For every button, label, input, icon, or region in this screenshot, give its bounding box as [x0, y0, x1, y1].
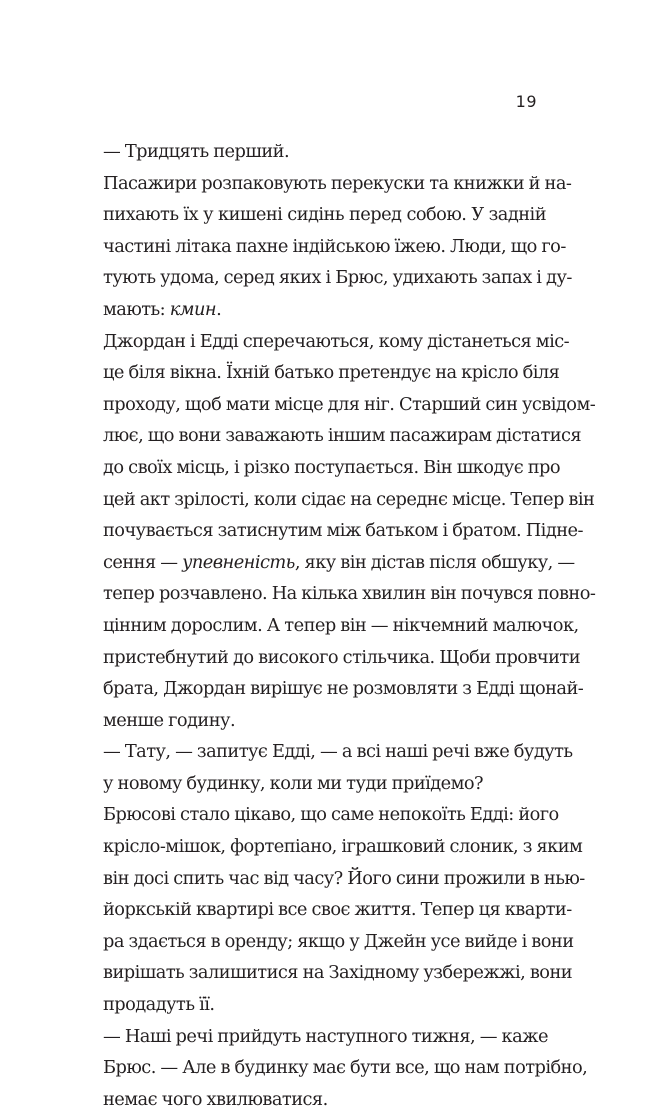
text-line: крісло-мішок, фортепіано, іграшковий слоник, з яким [103, 836, 583, 858]
text-line: проходу, щоб мати місце для ніг. Старший син усвідом- [103, 393, 596, 415]
text-line: це біля вікна. Їхній батько претендує на крісло біля [103, 362, 560, 384]
text-line: цей акт зрілості, коли сідає на середнє місце. Тепер він [103, 488, 595, 510]
italic-word: кмин [169, 298, 217, 320]
body-text [103, 136, 596, 1115]
italic-word: упевненість [182, 551, 295, 573]
text-line: Брюсові стало цікаво, що саме непокоїть Едді: його [103, 804, 559, 826]
text-line: пихають їх у кишені сидінь перед собою. У задній [103, 204, 546, 226]
text-line: немає чого хвилюватися. [103, 1088, 328, 1110]
text-line: — Наші речі прийдуть наступного тижня, — каже [103, 1025, 548, 1047]
text-line: пристебнутий до високого стільчика. Щоби провчити [103, 646, 581, 668]
text-line: вирішать залишитися на Західному узбережжі, вони [103, 962, 573, 984]
text-fragment: мають: [103, 298, 170, 320]
text-line: — Тридцять перший. [103, 141, 290, 162]
text-line: менше годину. [103, 709, 236, 731]
text-line: до своїх місць, і різко поступається. Він шкодує про [103, 456, 561, 478]
text-line: брата, Джордан вирішує не розмовляти з Едді щонай- [103, 678, 584, 700]
text-line [103, 294, 546, 326]
text-line [103, 547, 575, 579]
page-number: 19 [515, 92, 537, 111]
text-fragment: . [216, 298, 222, 320]
text-line: цінним дорослим. А тепер він — нікчемний малючок, [103, 614, 579, 636]
text-line: ра здається в оренду; якщо у Джейн усе вийде і вони [103, 930, 574, 952]
text-line: йоркській квартирі все своє життя. Тепер ця кварти- [103, 899, 572, 921]
text-fragment: , яку він дістав після обшуку, — [294, 551, 575, 573]
text-line: він досі спить час від часу? Його сини прожили в нью- [103, 867, 585, 889]
text-line: тують удома, серед яких і Брюс, удихають запах і ду- [103, 267, 572, 289]
text-line: лює, що вони заважають іншим пасажирам дістатися [103, 425, 582, 447]
text-line: у новому будинку, коли ми туди приїдемо? [103, 772, 484, 794]
text-line: Джордан і Едді сперечаються, кому дістанеться міс- [103, 330, 570, 352]
text-line: — Тату, — запитує Едді, — а всі наші речі вже будуть [103, 741, 573, 763]
text-line: Брюс. — Але в будинку має бути все, що нам потрібно, [103, 1057, 588, 1079]
text-line: тепер розчавлено. На кілька хвилин він почувся повно- [103, 583, 596, 605]
text-fragment: сення — [103, 551, 183, 573]
text-line: Пасажири розпаковують перекуски та книжки й на- [103, 172, 572, 194]
text-line: продадуть її. [103, 994, 215, 1016]
text-line: частині літака пахне індійською їжею. Люди, що го- [103, 235, 566, 257]
text-line: почувається затиснутим між батьком і братом. Підне- [103, 520, 583, 542]
